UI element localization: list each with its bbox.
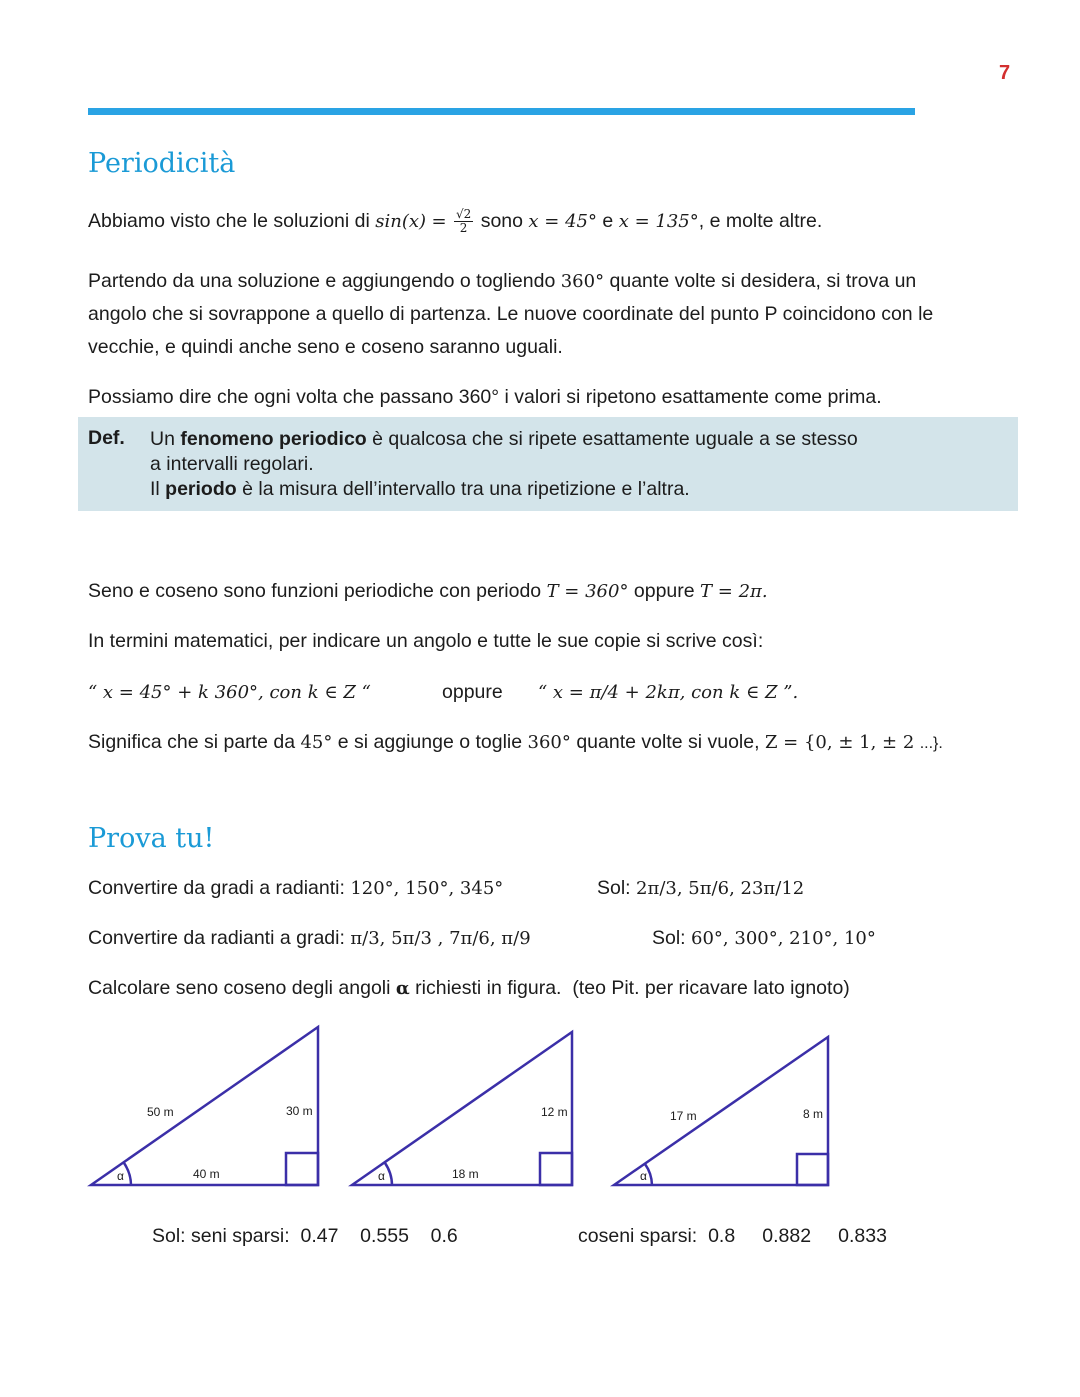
t1-horizontal-label: 40 m bbox=[193, 1167, 220, 1181]
exercise-3-hint: (teo Pit. per ricavare lato ignoto) bbox=[572, 977, 850, 999]
paragraph-overlap-line-2: angolo che si sovrappone a quello di partenza. Le nuove coordinate del punto P coincidono con le bbox=[88, 303, 934, 325]
t1-vertical-label: 30 m bbox=[286, 1104, 313, 1118]
alpha-symbol: α bbox=[395, 978, 410, 999]
right-angle-marker-2 bbox=[540, 1153, 572, 1185]
right-angle-marker-3 bbox=[797, 1154, 828, 1185]
solution-two: x = 135° bbox=[618, 211, 699, 232]
intro-paragraph bbox=[88, 205, 822, 238]
exercise-3-text-a: Calcolare seno coseno degli angoli bbox=[88, 977, 391, 999]
solution-one: x = 45° bbox=[528, 211, 597, 232]
t2-angle-label: α bbox=[378, 1169, 385, 1183]
exercise-1-label: Convertire da gradi a radianti: bbox=[88, 877, 345, 899]
def-t2: è qualcosa che si ripete esattamente uguale a se stesso bbox=[372, 428, 858, 450]
exercise-2-sol-values: 60°, 300°, 210°, 10° bbox=[691, 928, 876, 949]
def-t3: Il bbox=[150, 478, 160, 500]
cosine-value: 0.833 bbox=[838, 1225, 887, 1247]
exercise-2-sol-label: Sol: bbox=[652, 927, 686, 949]
period-text: Seno e coseno sono funzioni periodiche con periodo bbox=[88, 580, 542, 602]
exercise-2 bbox=[88, 922, 531, 955]
exercise-1-sol-label: Sol: bbox=[597, 877, 631, 899]
t3-angle-label: α bbox=[640, 1169, 647, 1183]
t1-hypotenuse-label: 50 m bbox=[147, 1105, 174, 1119]
paragraph-overlap-line-1 bbox=[88, 265, 933, 298]
definition-label: Def. bbox=[88, 427, 125, 449]
meaning-line bbox=[88, 726, 943, 760]
meaning-deg2: 360° bbox=[527, 732, 571, 753]
formula-radians: “ x = π/4 + 2kπ, con k ∈ Z ”. bbox=[538, 682, 799, 703]
formula-degrees: “ x = 45° + k 360°, con k ∈ Z “ bbox=[88, 682, 371, 703]
period-degrees: T = 360° bbox=[546, 581, 629, 602]
sqrt2-over-2-fraction bbox=[454, 208, 473, 235]
para2-text-b: quante volte si desidera, si trova un bbox=[609, 270, 917, 292]
exercise-1-values: 120°, 150°, 345° bbox=[350, 878, 504, 899]
triangle-1 bbox=[91, 1027, 318, 1185]
exercise-2-values: π/3, 5π/3 , 7π/6, π/9 bbox=[350, 928, 531, 949]
exercise-2-solution bbox=[652, 922, 876, 955]
def-periodic-phenomenon: fenomeno periodico bbox=[180, 428, 367, 450]
intro-and: e bbox=[602, 210, 614, 232]
t1-angle-label: α bbox=[117, 1169, 124, 1183]
sine-value: 0.555 bbox=[360, 1225, 409, 1247]
sine-solutions bbox=[152, 1220, 458, 1253]
definition-line-1 bbox=[150, 427, 858, 452]
definition-line-3 bbox=[150, 477, 858, 502]
para2-text-a: Partendo da una soluzione e aggiungendo o togliendo bbox=[88, 270, 556, 292]
period-or: oppure bbox=[633, 580, 695, 602]
meaning-b: e si aggiunge o toglie bbox=[337, 731, 523, 753]
try-title: Prova tu! bbox=[88, 823, 215, 854]
exercise-1 bbox=[88, 872, 503, 905]
integer-set: Z = {0, ± 1, ± 2 bbox=[764, 732, 915, 753]
meaning-deg1: 45° bbox=[300, 732, 333, 753]
sin-function: sin(x) bbox=[375, 211, 427, 232]
copies-line: In termini matematici, per indicare un angolo e tutte le sue copie si scrive così: bbox=[88, 630, 764, 652]
triangles-figure bbox=[0, 1015, 1080, 1205]
right-angle-marker-1 bbox=[286, 1153, 318, 1185]
fraction-numerator: √2 bbox=[455, 207, 472, 222]
def-period: periodo bbox=[165, 478, 237, 500]
equals-sign: = bbox=[431, 211, 447, 232]
formula-left bbox=[88, 676, 371, 709]
def-t4: è la misura dell’intervallo tra una ripetizione e l’altra. bbox=[242, 478, 690, 500]
angle-arc-2 bbox=[385, 1163, 392, 1185]
intro-sono: sono bbox=[480, 210, 523, 232]
section-title: Periodicità bbox=[88, 148, 236, 179]
intro-tail: , e molte altre. bbox=[698, 210, 823, 232]
cosine-label: coseni sparsi: bbox=[578, 1225, 698, 1247]
sine-value: 0.47 bbox=[300, 1225, 339, 1247]
exercise-1-sol-values: 2π/3, 5π/6, 23π/12 bbox=[636, 878, 805, 899]
t2-horizontal-label: 18 m bbox=[452, 1167, 479, 1181]
cosine-value: 0.8 bbox=[708, 1225, 736, 1247]
period-line bbox=[88, 575, 768, 608]
header-rule bbox=[88, 108, 915, 115]
definition-line-2: a intervalli regolari. bbox=[150, 453, 314, 475]
paragraph-overlap bbox=[88, 265, 933, 364]
meaning-c: quante volte si vuole, bbox=[576, 731, 760, 753]
meaning-a: Significa che si parte da bbox=[88, 731, 296, 753]
sine-label: Sol: seni sparsi: bbox=[152, 1225, 290, 1247]
cosine-value: 0.882 bbox=[762, 1225, 812, 1247]
page-number: 7 bbox=[999, 62, 1011, 84]
exercise-3 bbox=[88, 972, 850, 1005]
sine-value: 0.6 bbox=[430, 1225, 458, 1247]
exercise-2-label: Convertire da radianti a gradi: bbox=[88, 927, 345, 949]
intro-lead: Abbiamo visto che le soluzioni di bbox=[88, 210, 370, 232]
t2-vertical-label: 12 m bbox=[541, 1105, 568, 1119]
paragraph-repeat: Possiamo dire che ogni volta che passano 360° i valori si ripetono esattamente come prima. bbox=[88, 386, 882, 408]
t3-hypotenuse-label: 17 m bbox=[670, 1109, 697, 1123]
definition-text bbox=[150, 427, 858, 502]
meaning-tail: ...}. bbox=[919, 735, 943, 752]
para2-degrees: 360° bbox=[560, 271, 605, 292]
t3-vertical-label: 8 m bbox=[803, 1107, 824, 1121]
angle-arc-1 bbox=[124, 1163, 131, 1185]
fraction-denominator: 2 bbox=[459, 221, 468, 236]
exercise-3-text-b: richiesti in figura. bbox=[415, 977, 562, 999]
paragraph-overlap-line-3: vecchie, e quindi anche seno e coseno saranno uguali. bbox=[88, 336, 563, 358]
def-t1: Un bbox=[150, 428, 175, 450]
exercise-1-solution bbox=[597, 872, 804, 905]
cosine-solutions bbox=[578, 1220, 887, 1253]
formula-or: oppure bbox=[442, 681, 503, 703]
period-radians: T = 2π. bbox=[700, 581, 768, 602]
formula-right bbox=[538, 676, 798, 709]
